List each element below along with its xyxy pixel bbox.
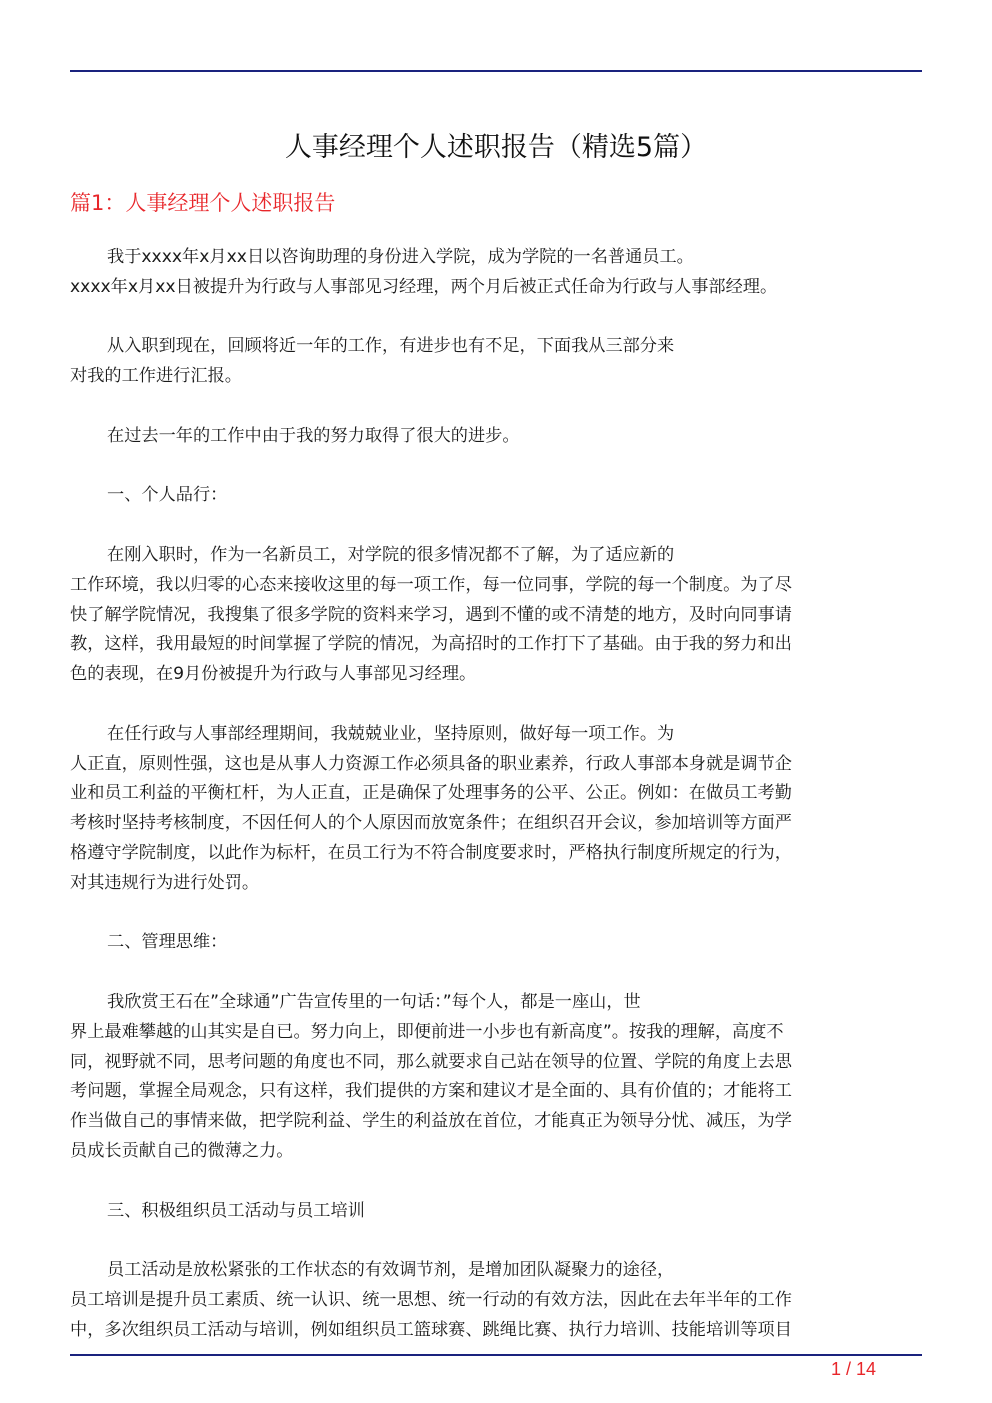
text-line: 格遵守学院制度，以此作为标杆，在员工行为不符合制度要求时，严格执行制度所规定的行为， xyxy=(70,842,792,863)
text-line: 作当做自己的事情来做，把学院利益、学生的利益放在首位，才能真正为领导分忧、减压，为学 xyxy=(70,1111,792,1132)
text-line: 考问题，掌握全局观念，只有这样，我们提供的方案和建议才是全面的、具有价值的；才能将工 xyxy=(70,1081,792,1102)
text-line: 色的表现，在9月份被提升为行政与人事部见习经理。 xyxy=(70,664,477,685)
text-line: 三、积极组织员工活动与员工培训 xyxy=(107,1200,365,1221)
page-indicator: 1 / 14 xyxy=(830,1359,876,1379)
document-title: 人事经理个人述职报告（精选5篇） xyxy=(284,132,708,163)
text-line: 二、管理思维： xyxy=(107,932,228,953)
text-line: 从入职到现在，回顾将近一年的工作，有进步也有不足，下面我从三部分来 xyxy=(107,336,675,357)
text-line: 员工培训是提升员工素质、统一认识、统一思想、统一行动的有效方法，因此在去年半年的工作 xyxy=(70,1289,792,1310)
text-line: 中，多次组织员工活动与培训，例如组织员工篮球赛、跳绳比赛、执行力培训、技能培训等项目 xyxy=(70,1319,792,1340)
section-heading: 篇1：人事经理个人述职报告 xyxy=(70,191,336,215)
text-line: 人正直，原则性强，这也是从事人力资源工作必须具备的职业素养，行政人事部本身就是调节企 xyxy=(70,753,792,774)
footer-rule xyxy=(70,1354,922,1356)
text-line: 员成长贡献自己的微薄之力。 xyxy=(70,1140,294,1161)
paragraph xyxy=(70,422,922,452)
text-line: 同，视野就不同，思考问题的角度也不同，那么就要求自己站在领导的位置、学院的角度上去思 xyxy=(70,1051,792,1072)
text-line: 在刚入职时，作为一名新员工，对学院的很多情况都不了解，为了适应新的 xyxy=(107,544,675,565)
subheading-personal-conduct xyxy=(70,481,922,511)
text-line: 快了解学院情况，我搜集了很多学院的资料来学习，遇到不懂的或不清楚的地方，及时向同事请 xyxy=(70,604,792,625)
paragraph xyxy=(70,243,922,303)
text-line: 对我的工作进行汇报。 xyxy=(70,366,242,387)
text-line: 在任行政与人事部经理期间，我兢兢业业，坚持原则，做好每一项工作。为 xyxy=(107,723,675,744)
paragraph xyxy=(70,541,922,690)
text-line: 教，这样，我用最短的时间掌握了学院的情况，为高招时的工作打下了基础。由于我的努力和出 xyxy=(70,634,792,655)
text-line: 我于xxxx年x月xx日以咨询助理的身份进入学院，成为学院的一名普通员工。 xyxy=(107,247,694,267)
text-line: xxxx年x月xx日被提升为行政与人事部见习经理，两个月后被正式任命为行政与人事部经理。 xyxy=(70,276,778,297)
paragraph xyxy=(70,720,922,899)
text-line: 工作环境，我以归零的心态来接收这里的每一项工作，每一位同事，学院的每一个制度。为了尽 xyxy=(70,574,792,595)
paragraph xyxy=(70,988,922,1167)
paragraph xyxy=(70,332,922,392)
subheading-staff-activities xyxy=(70,1197,922,1227)
text-line: 业和员工利益的平衡杠杆，为人正直，正是确保了处理事务的公平、公正。例如：在做员工考勤 xyxy=(70,783,792,804)
text-line: 一、个人品行： xyxy=(107,485,228,506)
text-line: 界上最难攀越的山其实是自已。努力向上，即便前进一小步也有新高度”。按我的理解，高度不 xyxy=(70,1021,784,1042)
subheading-management-thinking xyxy=(70,928,922,958)
document-body xyxy=(70,243,922,1375)
text-line: 员工活动是放松紧张的工作状态的有效调节剂，是增加团队凝聚力的途径， xyxy=(107,1260,675,1281)
text-line: 我欣赏王石在”全球通”广告宣传里的一句话：”每个人，都是一座山，世 xyxy=(107,991,641,1012)
text-line: 对其违规行为进行处罚。 xyxy=(70,872,260,893)
text-line: 考核时坚持考核制度，不因任何人的个人原因而放宽条件；在组织召开会议，参加培训等方面严 xyxy=(70,813,792,834)
text-line: 在过去一年的工作中由于我的努力取得了很大的进步。 xyxy=(107,425,520,446)
paragraph xyxy=(70,1256,922,1345)
header-rule xyxy=(70,70,922,72)
